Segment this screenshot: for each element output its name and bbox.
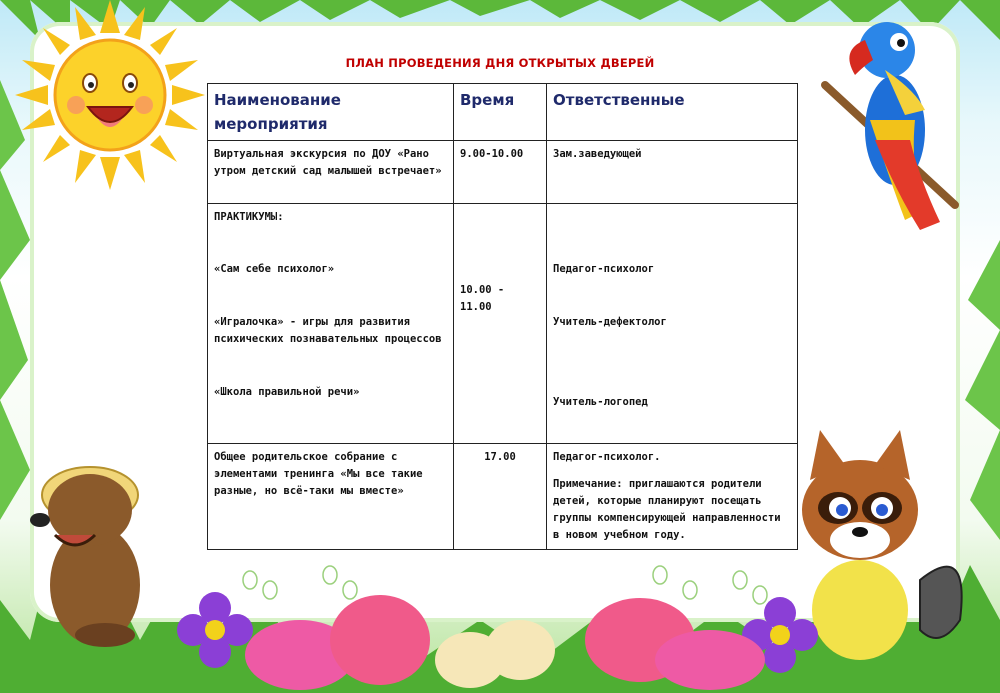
page-title: ПЛАН ПРОВЕДЕНИЯ ДНЯ ОТКРЫТЫХ ДВЕРЕЙ (345, 56, 655, 70)
practicum-resp-3: Учитель-логопед (553, 396, 648, 408)
row1-time: 9.00-10.00 (454, 141, 547, 204)
row3-time: 17.00 (454, 444, 547, 550)
table-row (208, 141, 798, 204)
table-row (208, 444, 798, 550)
row2-responsible-cell (547, 204, 798, 444)
practicum-resp-1: Педагог-психолог (553, 263, 655, 275)
parrot-icon (825, 22, 955, 230)
raccoon-icon (802, 430, 962, 660)
row1-responsible: Зам.заведующей (547, 141, 798, 204)
header-responsible: Ответственные (547, 84, 798, 141)
practicum-item-2: «Игралочка» - игры для развития психических познавательных процессов (214, 316, 442, 345)
practicum-heading: ПРАКТИКУМЫ: (214, 211, 284, 223)
header-time: Время (454, 84, 547, 141)
practicum-resp-2: Учитель-дефектолог (553, 316, 667, 328)
row2-event-cell (208, 204, 454, 444)
table-header-row (208, 84, 798, 141)
row2-time (454, 204, 547, 444)
row3-responsible-cell (547, 444, 798, 550)
mole-icon (30, 467, 140, 647)
row1-event: Виртуальная экскурсия по ДОУ «Рано утром детский сад малышей встречает» (208, 141, 454, 204)
events-table (207, 83, 798, 550)
header-event: Наименование мероприятия (208, 84, 454, 141)
row2-time-value: 10.00 - 11.00 (460, 284, 505, 313)
row3-note: Примечание: приглашаются родители детей, которые планируют посещать группы компенсирующей направленности в новом учебном году. (553, 478, 781, 541)
sun-icon (15, 0, 205, 190)
row3-event: Общее родительское собрание с элементами тренинга «Мы все такие разные, но всё-таки мы вместе» (208, 444, 454, 550)
row3-responsible: Педагог-психолог. (553, 451, 661, 463)
table-row (208, 204, 798, 444)
practicum-item-3: «Школа правильной речи» (214, 386, 360, 398)
flowers-icon (177, 566, 818, 690)
practicum-item-1: «Сам себе психолог» (214, 263, 335, 275)
